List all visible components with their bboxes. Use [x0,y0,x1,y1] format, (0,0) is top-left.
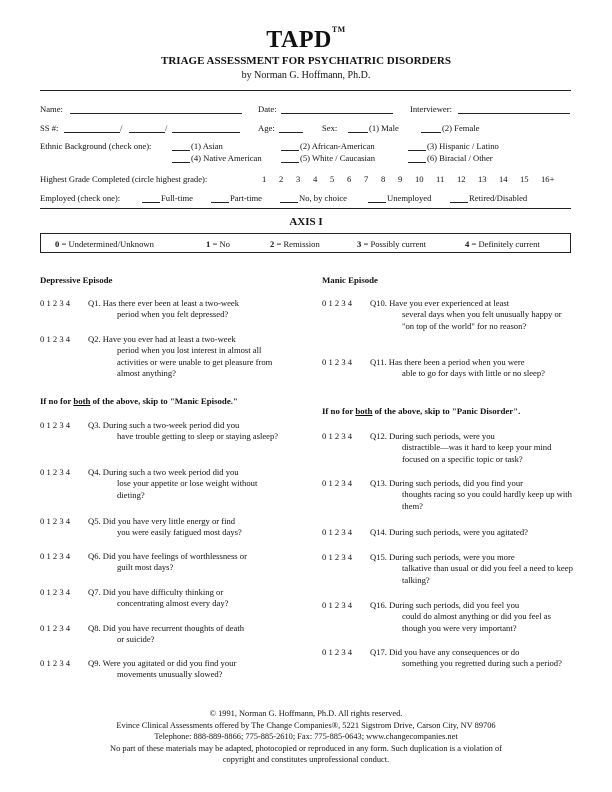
document-subtitle: TRIAGE ASSESSMENT FOR PSYCHIATRIC DISORDERS [161,55,451,67]
footer-copyright: © 1991, Norman G. Hoffmann, Ph.D. All rights reserved. [209,709,403,718]
ss-field-part2[interactable] [129,123,168,133]
skip-to-panic: If no for both of the above, skip to "Panic Disorder". [322,406,521,416]
grade-1[interactable]: 1 [262,174,267,184]
ethnic-option-1: (1) Asian [191,141,223,151]
grade-12[interactable]: 12 [457,174,466,184]
q5-scores[interactable]: 0 1 2 3 4 [40,516,71,526]
grade-10[interactable]: 10 [415,174,424,184]
ethnic-check-3[interactable] [408,141,426,151]
grade-3[interactable]: 3 [296,174,301,184]
q9-scores[interactable]: 0 1 2 3 4 [40,658,71,668]
document-author: by Norman G. Hoffmann, Ph.D. [241,70,371,81]
employed-option-2: Part-time [230,193,262,203]
footer-notice: No part of these materials may be adapted, photocopied or reproduced in any form. Such duplication is a violation of [110,743,502,753]
skip-to-manic: If no for both of the above, skip to "Manic Episode." [40,396,238,406]
grade-16-plus[interactable]: 16+ [541,174,555,184]
employed-check-4[interactable] [368,193,386,203]
employed-option-1: Full-time [161,193,193,203]
male-label: (1) Male [369,123,399,133]
footer-publisher: Evince Clinical Assessments offered by The Change Companies®, 5221 Sigstrom Drive, Carson City, NV 89706 [116,720,496,730]
q16-scores[interactable]: 0 1 2 3 4 [322,600,353,610]
footer [0,708,612,766]
scale-item-4: 4 = Definitely current [465,239,540,249]
ethnic-option-4: (4) Native American [191,153,262,163]
q4-scores[interactable]: 0 1 2 3 4 [40,467,71,477]
q14-scores[interactable]: 0 1 2 3 4 [322,527,353,537]
employed-option-5: Retired/Disabled [469,193,528,203]
date-field[interactable] [281,104,393,114]
q12-scores[interactable]: 0 1 2 3 4 [322,431,353,441]
grade-label: Highest Grade Completed (circle highest grade): [40,174,208,184]
ethnic-option-2: (2) African-American [300,141,375,151]
grade-4[interactable]: 4 [313,174,318,184]
rating-scale-box [40,233,571,253]
ethnic-option-3: (3) Hispanic / Latino [427,141,499,151]
depressive-episode-heading: Depressive Episode [40,275,113,285]
q6-scores[interactable]: 0 1 2 3 4 [40,551,71,561]
trademark-mark: TM [331,25,346,34]
manic-episode-heading: Manic Episode [322,275,378,285]
age-field[interactable] [279,123,303,133]
axis-title: AXIS I [289,216,323,228]
grade-15[interactable]: 15 [520,174,529,184]
header-divider [40,90,571,91]
grade-13[interactable]: 13 [478,174,487,184]
scale-item-0: 0 = Undetermined/Unknown [55,239,154,249]
grade-9[interactable]: 9 [398,174,403,184]
grade-5[interactable]: 5 [330,174,335,184]
ethnic-check-1[interactable] [172,141,190,151]
interviewer-field[interactable] [458,104,570,114]
interviewer-label: Interviewer: [410,104,452,114]
q13-scores[interactable]: 0 1 2 3 4 [322,478,353,488]
ss-slash-1: / [120,123,123,133]
q1-scores[interactable]: 0 1 2 3 4 [40,298,71,308]
grade-6[interactable]: 6 [347,174,352,184]
scale-item-2: 2 = Remission [270,239,320,249]
ethnic-check-4[interactable] [172,153,190,163]
grade-11[interactable]: 11 [436,174,445,184]
female-label: (2) Female [442,123,480,133]
employed-label: Employed (check one): [40,193,121,203]
ethnic-option-5: (5) White / Caucasian [300,153,376,163]
q2-scores[interactable]: 0 1 2 3 4 [40,334,71,344]
ethnic-label: Ethnic Background (check one): [40,141,152,151]
employed-option-3: No, by choice [299,193,347,203]
document-title: TAPD™ [266,25,346,53]
ethnic-check-2[interactable] [281,141,299,151]
footer-notice-cont: copyright and constitutes unprofessional conduct. [222,755,390,765]
ethnic-check-5[interactable] [281,153,299,163]
ethnic-check-6[interactable] [408,153,426,163]
ss-field-part1[interactable] [64,123,123,133]
grade-2[interactable]: 2 [279,174,284,184]
employed-check-3[interactable] [280,193,298,203]
ethnic-option-6: (6) Biracial / Other [427,153,493,163]
name-label: Name: [40,104,63,114]
employed-option-4: Unemployed [387,193,432,203]
q3-scores[interactable]: 0 1 2 3 4 [40,420,71,430]
employed-check-1[interactable] [142,193,160,203]
q7-scores[interactable]: 0 1 2 3 4 [40,587,71,597]
grade-7[interactable]: 7 [364,174,369,184]
footer-contact: Telephone: 888-889-8866; 775-885-2610; Fax: 775-885-0643; www.changecompanies.net [154,732,458,742]
q17-scores[interactable]: 0 1 2 3 4 [322,647,353,657]
employed-check-2[interactable] [211,193,229,203]
grade-8[interactable]: 8 [381,174,386,184]
q10-scores[interactable]: 0 1 2 3 4 [322,298,353,308]
q8-scores[interactable]: 0 1 2 3 4 [40,623,71,633]
date-label: Date: [258,104,277,114]
q11-scores[interactable]: 0 1 2 3 4 [322,357,353,367]
scale-item-1: 1 = No [206,239,230,249]
sex-label: Sex: [322,123,338,133]
form-divider [40,208,571,209]
employed-check-5[interactable] [450,193,468,203]
age-label: Age: [258,123,275,133]
male-check[interactable] [348,123,368,133]
ss-field-part3[interactable] [172,123,240,133]
grade-14[interactable]: 14 [499,174,508,184]
female-check[interactable] [421,123,441,133]
q15-scores[interactable]: 0 1 2 3 4 [322,552,353,562]
scale-item-3: 3 = Possibly current [357,239,427,249]
ss-label: SS #: [40,123,59,133]
name-field[interactable] [70,104,242,114]
ss-slash-2: / [165,123,168,133]
